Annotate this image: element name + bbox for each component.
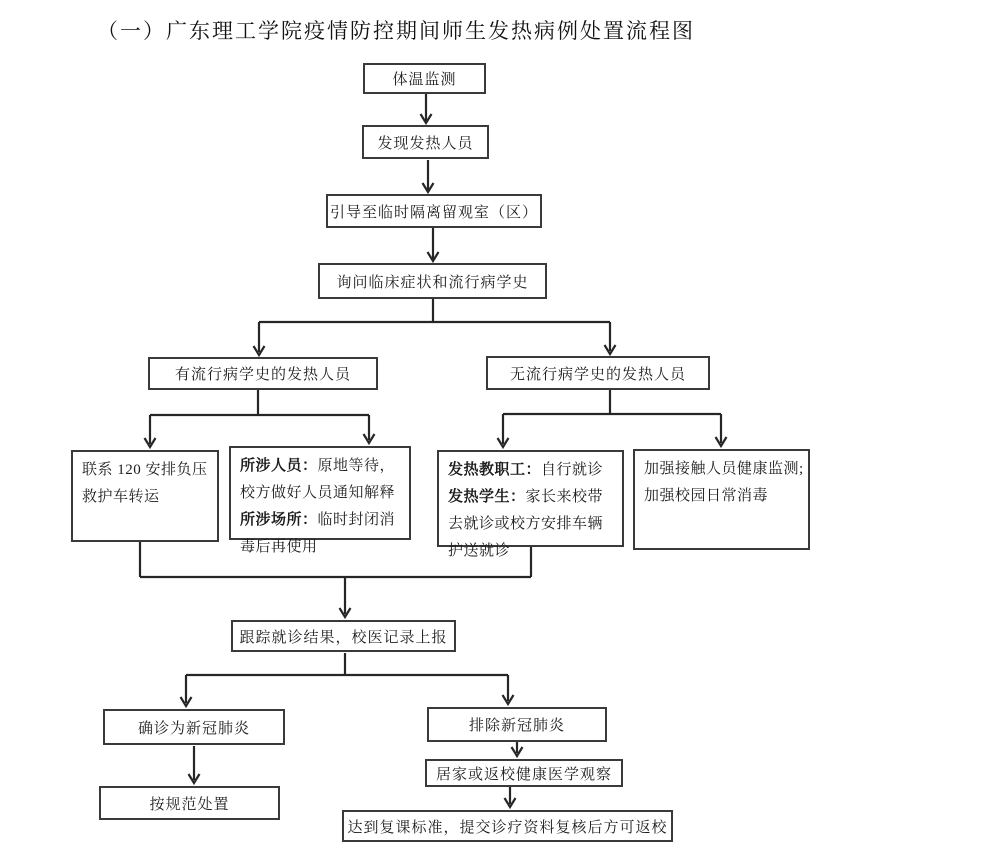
fever-student-segment xyxy=(448,484,613,565)
node-without-epi-history: 无流行病学史的发热人员 xyxy=(486,356,710,390)
connector-without-history-split xyxy=(498,390,727,447)
node-contact-120-transfer xyxy=(71,450,219,542)
strengthen-monitoring-line: 加强接触人员健康监测; xyxy=(644,461,804,477)
campus-disinfection-line: 加强校园日常消毒 xyxy=(644,488,769,504)
connector-observe-to-return xyxy=(505,787,516,807)
connector-found-to-guide xyxy=(423,160,434,192)
node-strengthen-monitoring-disinfection xyxy=(633,449,810,550)
node-staff-student-treatment xyxy=(437,450,624,559)
connector-guide-to-ask xyxy=(428,228,439,261)
involved-places-text: 临时封闭消毒后再使用 xyxy=(240,512,396,555)
node-ask-symptoms-and-history: 询问临床症状和流行病学史 xyxy=(318,263,547,299)
fever-staff-label: 发热教职工： xyxy=(448,462,542,478)
involved-places-segment xyxy=(240,507,400,561)
fever-staff-segment xyxy=(448,457,613,484)
connector-temperature-to-found xyxy=(421,94,432,123)
connector-confirmed-to-handle xyxy=(189,746,200,783)
page-title: （一）广东理工学院疫情防控期间师生发热病例处置流程图 xyxy=(97,19,695,43)
node-contact-120-text: 联系 120 安排负压救护车转运 xyxy=(82,462,208,505)
involved-persons-label: 所涉人员： xyxy=(240,458,318,474)
node-track-results-report: 跟踪就诊结果，校医记录上报 xyxy=(231,620,456,652)
connector-track-split xyxy=(181,653,514,706)
involved-places-label: 所涉场所： xyxy=(240,512,318,528)
node-confirmed-covid: 确诊为新冠肺炎 xyxy=(103,709,285,745)
node-involved-persons-places xyxy=(229,446,411,555)
connector-with-history-split xyxy=(145,390,375,447)
node-fever-person-found: 发现发热人员 xyxy=(362,125,489,159)
involved-persons-text: 原地等待，校方做好人员通知解释 xyxy=(240,458,396,501)
node-home-or-school-observation: 居家或返校健康医学观察 xyxy=(425,759,623,787)
fever-student-text: 家长来校带去就诊或校方安排车辆护送就诊 xyxy=(448,489,604,559)
involved-persons-segment xyxy=(240,453,400,507)
node-handle-per-regulations: 按规范处置 xyxy=(99,786,280,820)
node-guide-to-isolation-room: 引导至临时隔离留观室（区） xyxy=(326,194,542,228)
connector-excluded-to-observe xyxy=(512,742,523,756)
node-temperature-monitoring: 体温监测 xyxy=(363,63,486,94)
fever-student-label: 发热学生： xyxy=(448,489,526,505)
node-with-epi-history: 有流行病学史的发热人员 xyxy=(148,357,378,390)
connector-ask-to-branches xyxy=(254,299,616,355)
fever-staff-text: 自行就诊 xyxy=(541,462,604,478)
node-excluded-covid: 排除新冠肺炎 xyxy=(427,707,607,742)
node-return-after-review: 达到复课标准，提交诊疗资料复核后方可返校 xyxy=(342,810,673,842)
